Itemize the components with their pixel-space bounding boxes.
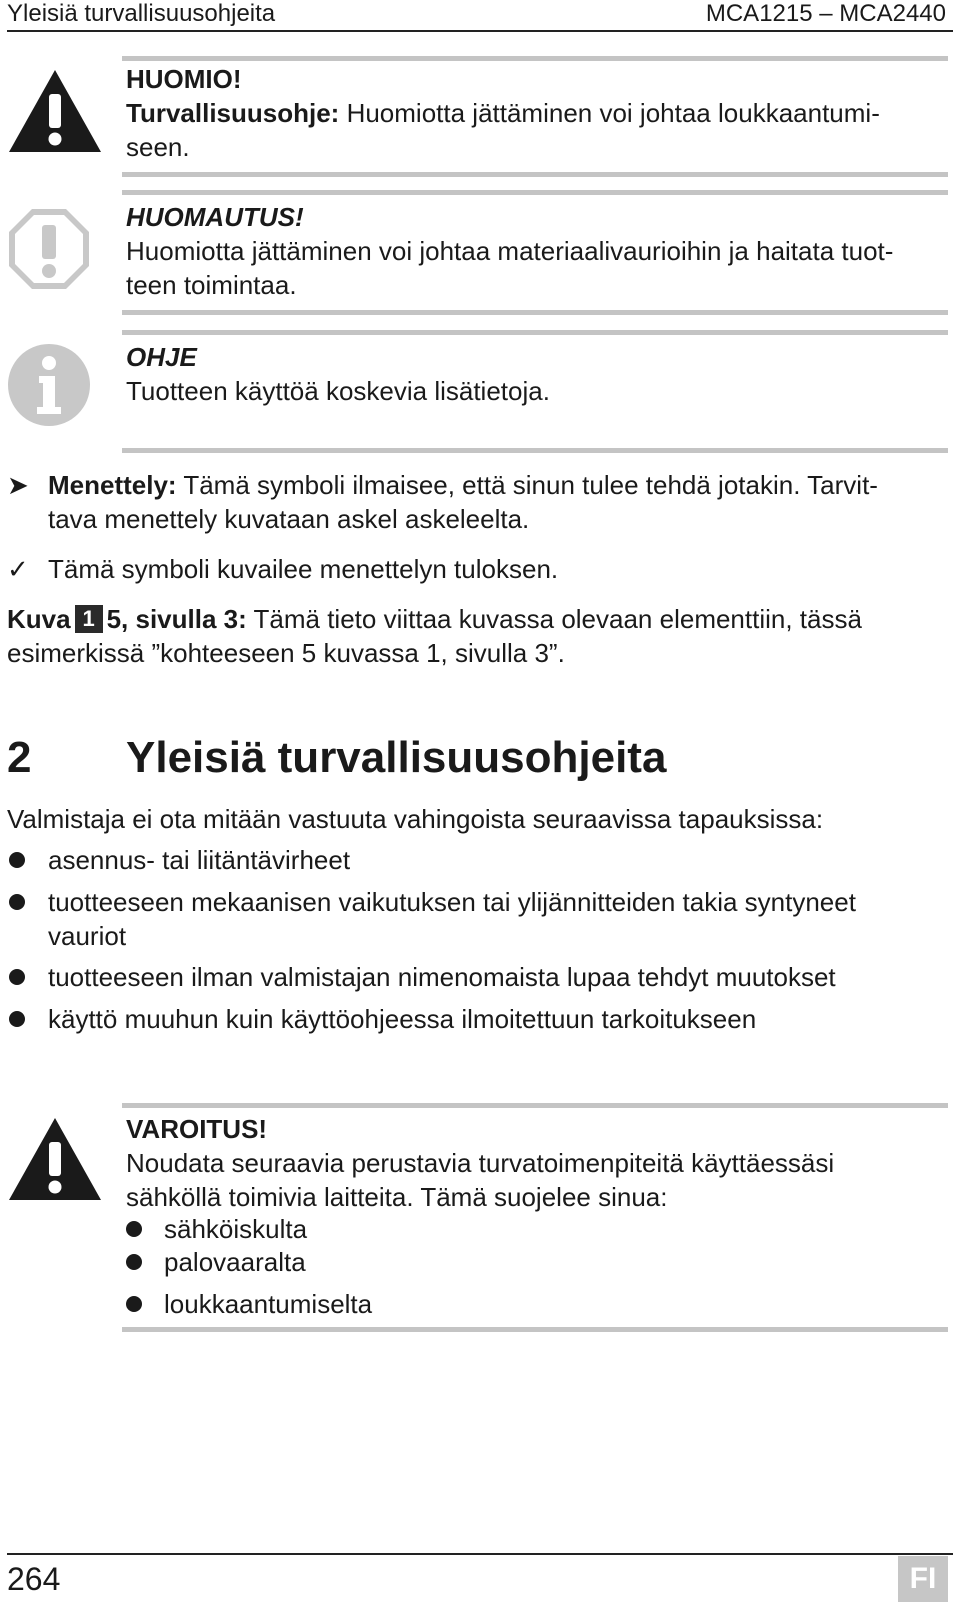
section-number: 2 bbox=[7, 733, 32, 782]
figure-ref-kuva: Kuva bbox=[7, 604, 71, 634]
figure-number-badge: 1 bbox=[75, 605, 103, 633]
info-circle-icon bbox=[7, 343, 91, 427]
procedure-line-2: tava menettely kuvataan askel askeleelta. bbox=[48, 504, 530, 534]
danger-line-2: seen. bbox=[126, 132, 190, 162]
section-title: Yleisiä turvallisuusohjeita bbox=[126, 733, 667, 782]
notice-callout bbox=[126, 200, 946, 302]
warning-triangle-icon bbox=[7, 1116, 103, 1202]
info-title: OHJE bbox=[126, 342, 197, 372]
warning-line-1: Noudata seuraavia perustavia turvatoimenpiteitä käyttäessäsi bbox=[126, 1148, 835, 1178]
figure-ref-line-2: esimerkissä ”kohteeseen 5 kuvassa 1, sivulla 3”. bbox=[7, 638, 565, 668]
list-item: tuotteeseen mekaanisen vaikutuksen tai ylijännitteiden takia syntyneet vauriot bbox=[48, 887, 856, 951]
bullet-dot bbox=[9, 852, 25, 868]
list-item: tuotteeseen ilman valmistajan nimenomaista lupaa tehdyt muutokset bbox=[48, 962, 836, 992]
language-badge: FI bbox=[898, 1556, 948, 1602]
list-item: asennus- tai liitäntävirheet bbox=[48, 845, 351, 875]
bullet-dot bbox=[9, 1011, 25, 1027]
bullet-dot bbox=[9, 969, 25, 985]
warning-line-2: sähköllä toimivia laitteita. Tämä suojelee sinua: bbox=[126, 1182, 668, 1212]
header-rule bbox=[7, 30, 953, 32]
danger-callout bbox=[126, 62, 946, 164]
footer-rule bbox=[7, 1553, 953, 1555]
figure-reference bbox=[7, 602, 946, 670]
notice-line-1: Huomiotta jättäminen voi johtaa materiaalivaurioihin ja haitata tuot- bbox=[126, 236, 894, 266]
danger-title: HUOMIO! bbox=[126, 64, 242, 94]
warning-list-item: palovaaralta bbox=[164, 1247, 306, 1277]
warning-triangle-icon bbox=[7, 68, 103, 154]
warning-list-item: loukkaantumiselta bbox=[164, 1289, 373, 1319]
callout-top-rule bbox=[122, 190, 948, 195]
bullet-dot bbox=[126, 1296, 142, 1312]
info-line-1: Tuotteen käyttöä koskevia lisätietoja. bbox=[126, 376, 550, 406]
callout-top-rule bbox=[122, 1103, 948, 1108]
section-intro: Valmistaja ei ota mitään vastuuta vahingoista seuraavissa tapauksissa: bbox=[7, 804, 824, 834]
notice-line-2: teen toimintaa. bbox=[126, 270, 297, 300]
result-text: Tämä symboli kuvailee menettelyn tuloksen. bbox=[48, 554, 559, 584]
procedure-label: Menettely: bbox=[48, 470, 177, 500]
running-header-model: MCA1215 – MCA2440 bbox=[705, 0, 946, 27]
callout-bottom-rule bbox=[122, 448, 948, 453]
warning-callout bbox=[126, 1112, 946, 1214]
arrow-right-icon: ➤ bbox=[7, 470, 29, 500]
checkmark-icon: ✓ bbox=[7, 554, 29, 584]
danger-label: Turvallisuusohje: bbox=[126, 98, 340, 128]
callout-bottom-rule bbox=[122, 172, 948, 177]
warning-title: VAROITUS! bbox=[126, 1114, 268, 1144]
figure-ref-line-1: Kuva 1 5, sivulla 3: Tämä tieto viittaa kuvassa olevaan elementtiin, tässä bbox=[7, 604, 862, 634]
bullet-dot bbox=[126, 1221, 142, 1237]
callout-bottom-rule bbox=[122, 1327, 948, 1332]
page-number: 264 bbox=[7, 1561, 61, 1597]
callout-bottom-rule bbox=[122, 310, 948, 315]
callout-top-rule bbox=[122, 330, 948, 335]
bullet-dot bbox=[9, 894, 25, 910]
procedure-text bbox=[48, 468, 946, 536]
list-item: käyttö muuhun kuin käyttöohjeessa ilmoitettuun tarkoitukseen bbox=[48, 1004, 757, 1034]
running-header-title: Yleisiä turvallisuusohjeita bbox=[7, 0, 276, 27]
danger-line-1 bbox=[126, 96, 946, 130]
callout-top-rule bbox=[122, 56, 948, 61]
notice-title: HUOMAUTUS! bbox=[126, 202, 304, 232]
figure-ref-bold: 5, sivulla 3: bbox=[106, 604, 247, 634]
procedure-line-1: Menettely: Tämä symboli ilmaisee, että sinun tulee tehdä jotakin. Tarvit- bbox=[48, 470, 878, 500]
warning-list-item: sähköiskulta bbox=[164, 1214, 308, 1244]
octagon-exclamation-icon bbox=[7, 207, 91, 291]
danger-text: Huomiotta jättäminen voi johtaa loukkaantumi- bbox=[339, 98, 880, 128]
bullet-dot bbox=[126, 1254, 142, 1270]
info-callout bbox=[126, 340, 946, 408]
